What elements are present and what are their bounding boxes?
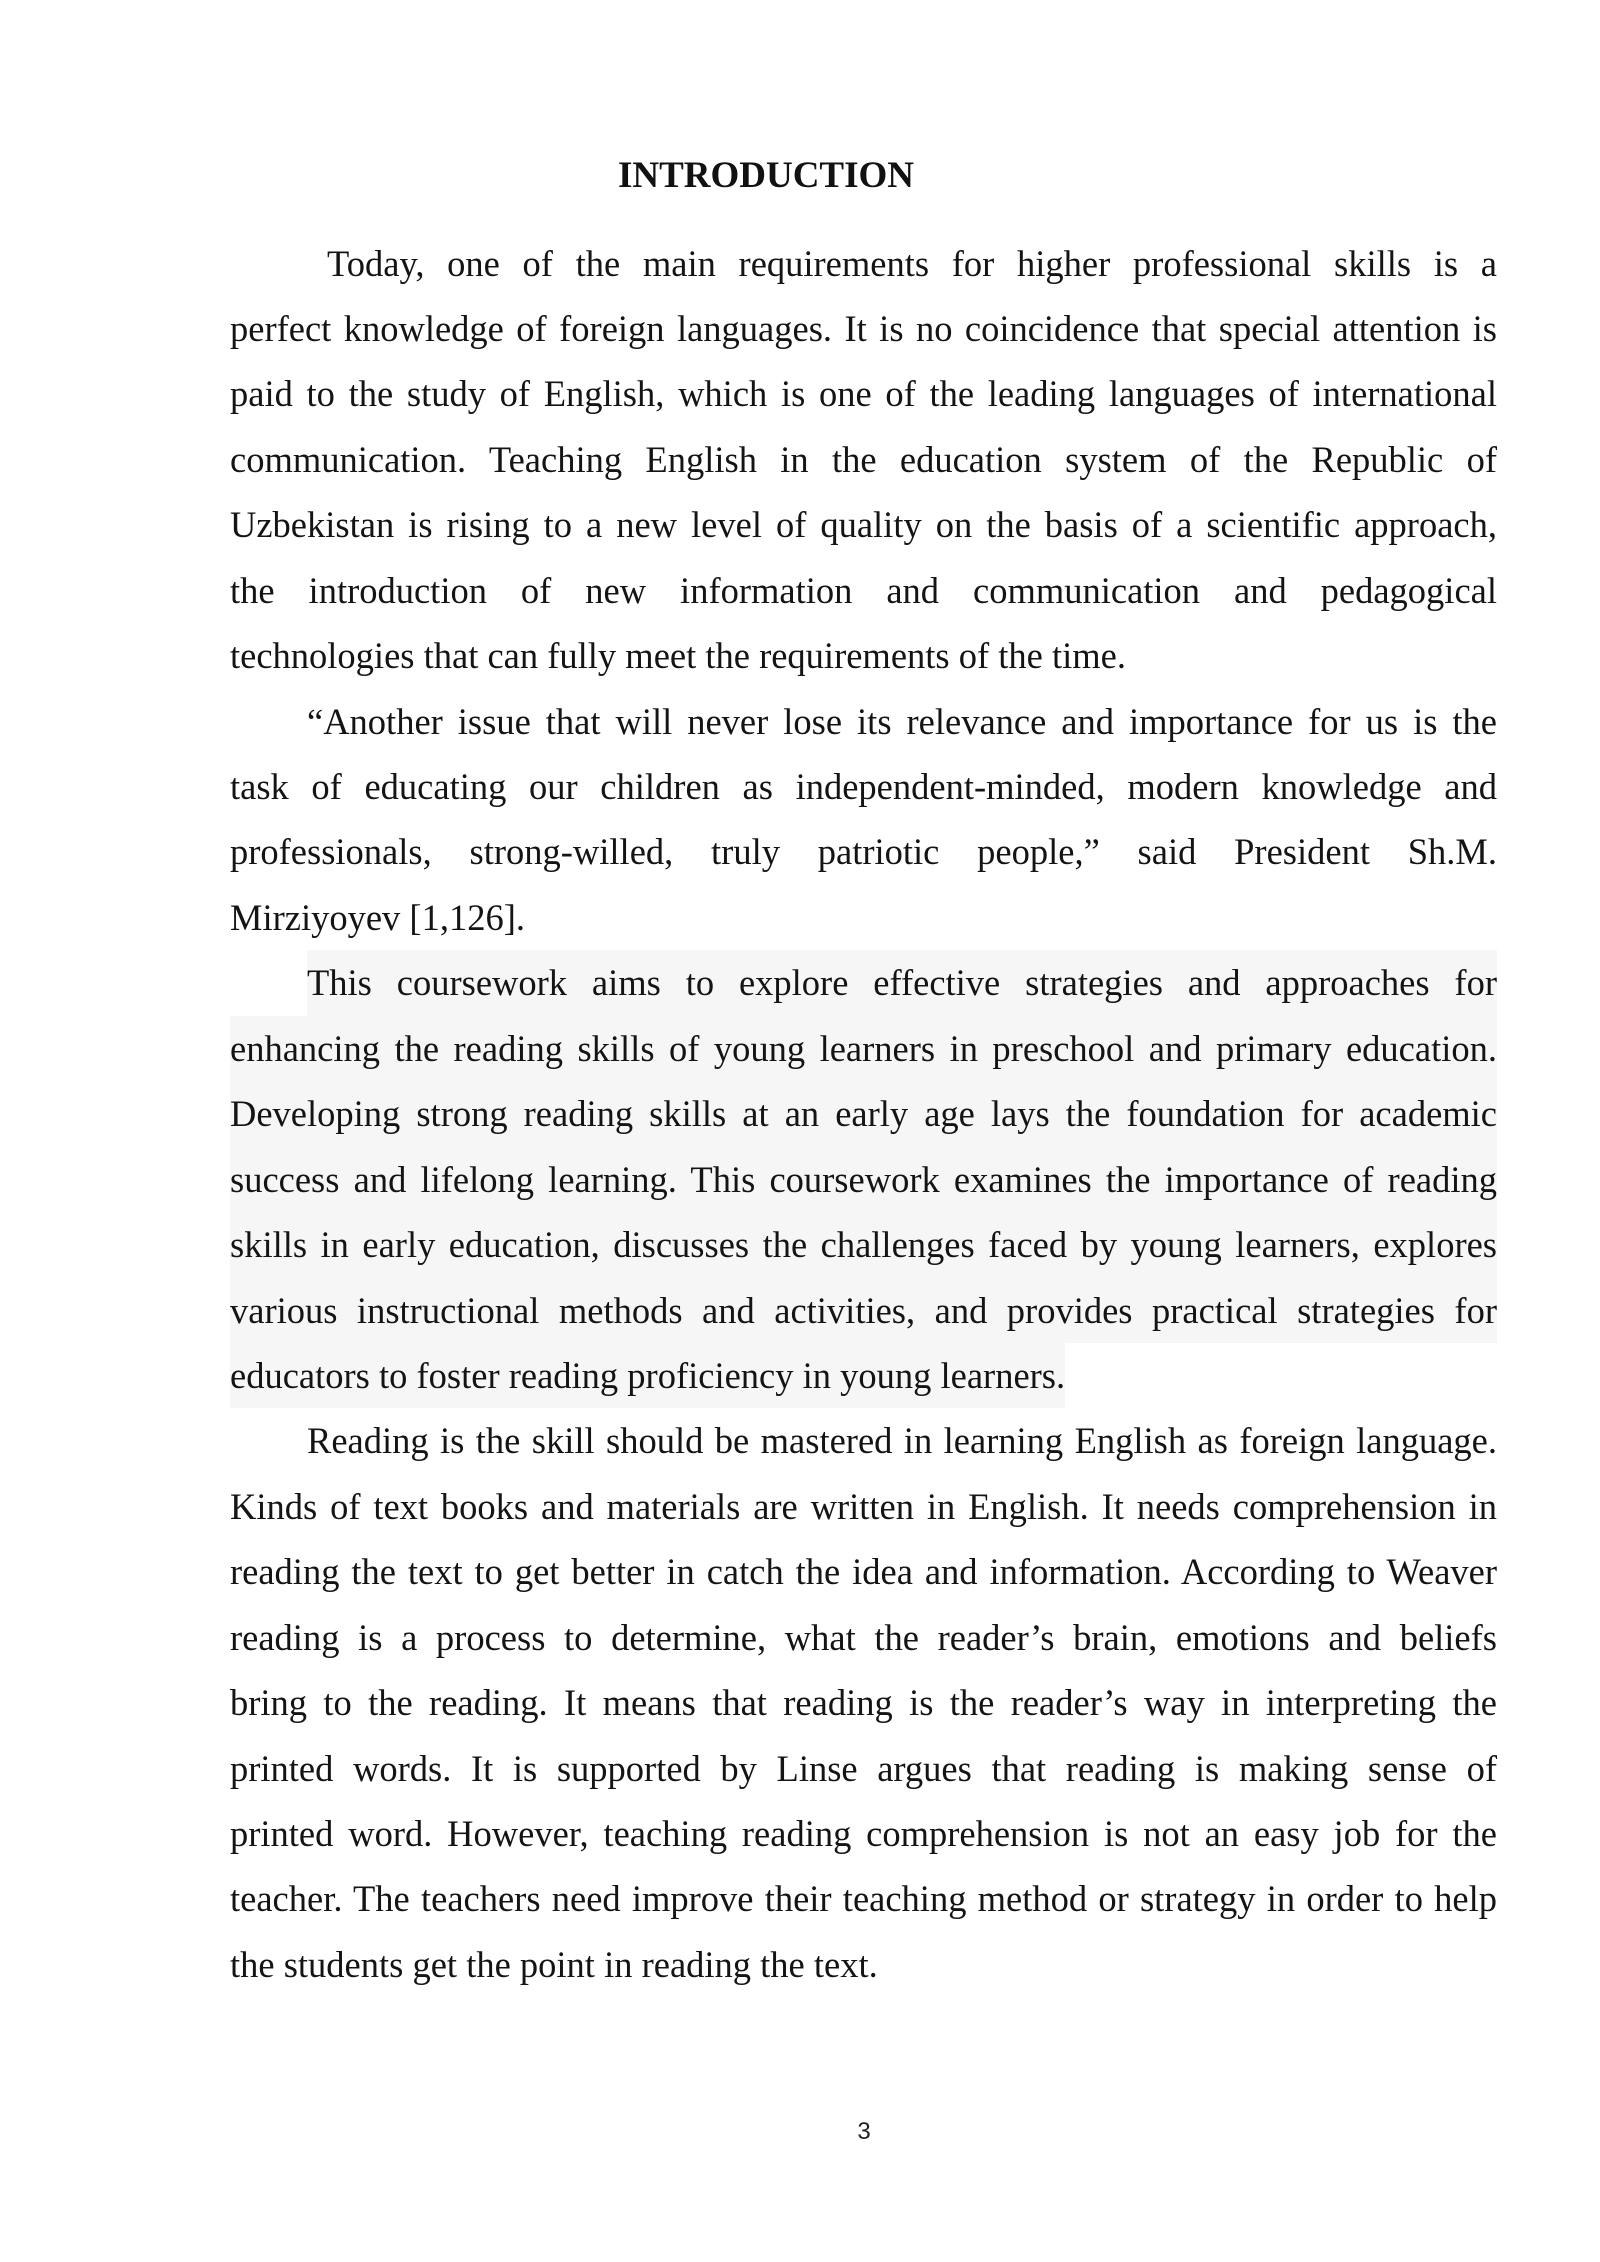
paragraph-line: Mirziyoyev [1,126]. xyxy=(230,896,525,938)
paragraph-line: enhancing the reading skills of young learners in preschool and primary education. xyxy=(230,1016,1497,1081)
paragraph xyxy=(230,689,1497,951)
section-heading: INTRODUCTION xyxy=(617,155,915,196)
paragraph-line: Developing strong reading skills at an early age lays the foundation for academic xyxy=(230,1081,1497,1146)
paragraph-line: Kinds of text books and materials are written in English. It needs comprehension in xyxy=(230,1485,1497,1527)
body-text xyxy=(230,231,1497,1998)
paragraph xyxy=(230,950,1497,1408)
paragraph-line: technologies that can fully meet the requirements of the time. xyxy=(230,635,1126,677)
paragraph-line: This coursework aims to explore effective strategies and approaches for xyxy=(307,950,1497,1015)
paragraph-line: “Another issue that will never lose its relevance and importance for us is the xyxy=(307,700,1497,742)
paragraph-line: Today, one of the main requirements for higher professional skills is a xyxy=(327,242,1497,284)
paragraph-line: Uzbekistan is rising to a new level of quality on the basis of a scientific approach, xyxy=(230,504,1497,546)
paragraph-line: paid to the study of English, which is one of the leading languages of international xyxy=(230,373,1497,415)
paragraph-line: printed words. It is supported by Linse argues that reading is making sense of xyxy=(230,1747,1497,1789)
paragraph-line: communication. Teaching English in the education system of the Republic of xyxy=(230,438,1497,480)
paragraph-line: various instructional methods and activities, and provides practical strategies for xyxy=(230,1278,1497,1343)
paragraph-line: reading is a process to determine, what the reader’s brain, emotions and beliefs xyxy=(230,1616,1497,1658)
paragraph-line: the students get the point in reading the text. xyxy=(230,1943,878,1985)
paragraph-line: educators to foster reading proficiency in young learners. xyxy=(230,1343,1065,1408)
paragraph-line: printed word. However, teaching reading comprehension is not an easy job for the xyxy=(230,1813,1497,1854)
paragraph-line: Reading is the skill should be mastered in learning English as foreign language. xyxy=(307,1420,1497,1462)
paragraph xyxy=(230,231,1497,689)
paragraph-line: teacher. The teachers need improve their teaching method or strategy in order to help xyxy=(230,1878,1497,1920)
paragraph-line: reading the text to get better in catch the idea and information. According to Weaver xyxy=(230,1551,1497,1593)
paragraph xyxy=(230,1408,1497,1997)
paragraph-line: skills in early education, discusses the challenges faced by young learners, explores xyxy=(230,1212,1497,1277)
paragraph-line: professionals, strong-willed, truly patriotic people,” said President Sh.M. xyxy=(230,831,1497,873)
paragraph-line: success and lifelong learning. This coursework examines the importance of reading xyxy=(230,1147,1497,1212)
page-number: 3 xyxy=(857,2118,871,2145)
paragraph-line: task of educating our children as independent-minded, modern knowledge and xyxy=(230,766,1497,807)
paragraph-line: bring to the reading. It means that reading is the reader’s way in interpreting the xyxy=(230,1682,1497,1724)
paragraph-line: perfect knowledge of foreign languages. It is no coincidence that special attention is xyxy=(230,307,1497,349)
paragraph-line: the introduction of new information and communication and pedagogical xyxy=(230,569,1497,611)
